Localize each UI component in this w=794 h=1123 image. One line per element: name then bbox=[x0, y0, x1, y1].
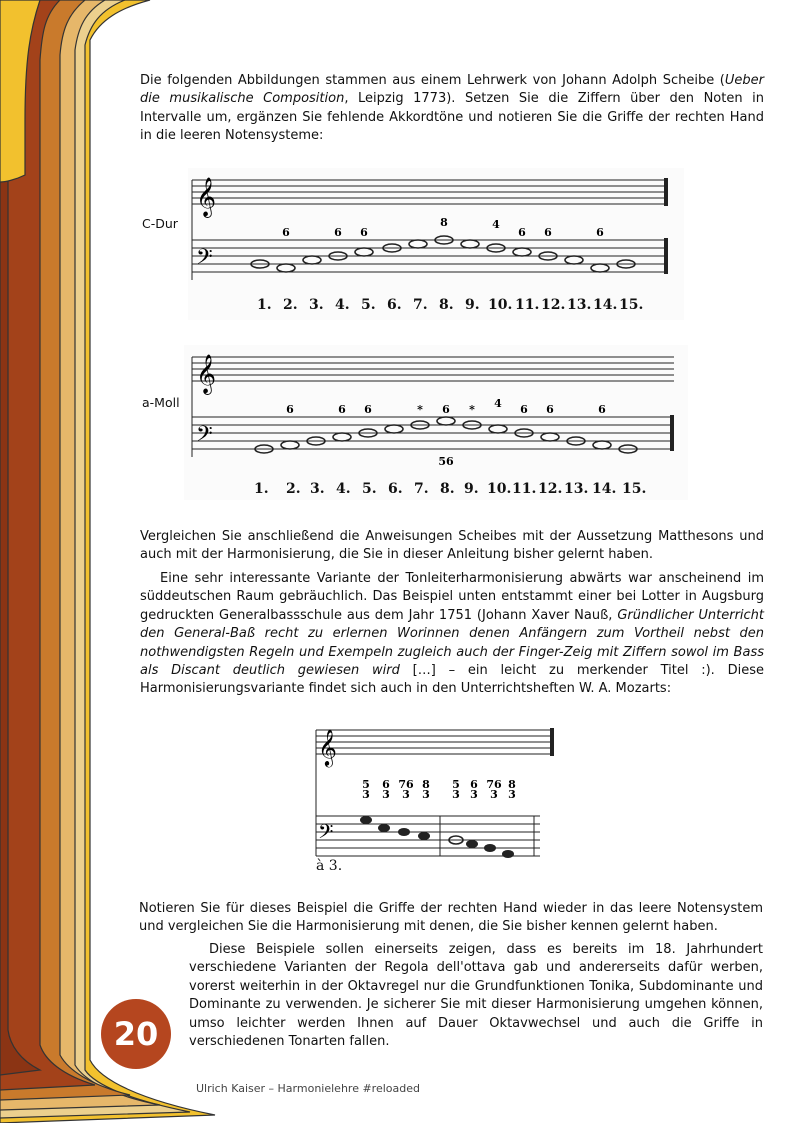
amoll-number: 14. bbox=[592, 481, 617, 497]
amoll-number: 8. bbox=[440, 481, 455, 497]
svg-text:6: 6 bbox=[334, 226, 342, 239]
svg-text:3: 3 bbox=[422, 788, 430, 801]
cdur-number: 10. bbox=[488, 297, 513, 313]
svg-text:6: 6 bbox=[546, 403, 554, 416]
svg-text:5: 5 bbox=[362, 778, 370, 791]
svg-text:76: 76 bbox=[398, 778, 414, 791]
cdur-number: 9. bbox=[465, 297, 480, 313]
cdur-number: 8. bbox=[439, 297, 454, 313]
svg-text:56: 56 bbox=[438, 455, 454, 468]
cdur-number: 7. bbox=[413, 297, 428, 313]
cdur-label: C-Dur bbox=[142, 216, 178, 231]
svg-text:6: 6 bbox=[360, 226, 368, 239]
svg-text:8: 8 bbox=[440, 216, 448, 229]
svg-text:3: 3 bbox=[452, 788, 460, 801]
svg-text:6: 6 bbox=[338, 403, 346, 416]
svg-text:4: 4 bbox=[494, 397, 502, 410]
svg-text:6: 6 bbox=[470, 778, 478, 791]
svg-text:3: 3 bbox=[382, 788, 390, 801]
amoll-number: 9. bbox=[464, 481, 479, 497]
notate-paragraph: Notieren Sie für dieses Beispiel die Griffe der rechten Hand wieder in das leere Notensystem und vergleichen Sie die Harmonisierung mit denen, die Sie bisher kennen gelernt haben. bbox=[139, 901, 763, 935]
amoll-number: 4. bbox=[336, 481, 351, 497]
amoll-number: 5. bbox=[362, 481, 377, 497]
svg-text:𝄞: 𝄞 bbox=[318, 728, 337, 766]
svg-text:3: 3 bbox=[470, 788, 478, 801]
amoll-number: 13. bbox=[564, 481, 589, 497]
cdur-number: 11. bbox=[515, 297, 540, 313]
svg-text:*: * bbox=[417, 403, 423, 416]
cdur-number: 15. bbox=[619, 297, 644, 313]
svg-text:3: 3 bbox=[490, 788, 498, 801]
svg-text:6: 6 bbox=[598, 403, 606, 416]
page-number-badge: 20 bbox=[101, 999, 171, 1069]
svg-text:𝄞: 𝄞 bbox=[196, 354, 217, 394]
svg-text:6: 6 bbox=[596, 226, 604, 239]
svg-text:6: 6 bbox=[442, 403, 450, 416]
cdur-number: 12. bbox=[541, 297, 566, 313]
amoll-score-image bbox=[184, 345, 688, 500]
intro-paragraph: Die folgenden Abbildungen stammen aus einem Lehrwerk von Johann Adolph Scheibe (Ueber die musikalische Composition, Leipzig 1773). Setzen Sie die Ziffern über den Noten in Intervalle um, ergänzen Sie fehlende Akkordtöne und notieren Sie die Griffe der rechten Hand in die leeren Notensysteme: bbox=[140, 73, 764, 144]
svg-text:𝄢: 𝄢 bbox=[196, 422, 213, 452]
cdur-number: 2. bbox=[283, 297, 298, 313]
nauss-caption: à 3. bbox=[316, 858, 343, 874]
amoll-number: 7. bbox=[414, 481, 429, 497]
svg-text:𝄢: 𝄢 bbox=[196, 245, 213, 275]
svg-text:5: 5 bbox=[452, 778, 460, 791]
svg-text:𝄢: 𝄢 bbox=[318, 820, 334, 848]
amoll-number: 15. bbox=[622, 481, 647, 497]
amoll-number: 12. bbox=[538, 481, 563, 497]
compare-paragraph: Vergleichen Sie anschließend die Anweisungen Scheibes mit der Aussetzung Matthesons und auch mit der Harmonisierung, die Sie in dieser Anleitung bisher gelernt haben. bbox=[140, 529, 764, 563]
amoll-number: 3. bbox=[310, 481, 325, 497]
nauss-score-image bbox=[310, 716, 556, 878]
svg-text:3: 3 bbox=[508, 788, 516, 801]
cdur-number: 5. bbox=[361, 297, 376, 313]
svg-text:6: 6 bbox=[286, 403, 294, 416]
svg-text:6: 6 bbox=[544, 226, 552, 239]
amoll-number: 11. bbox=[512, 481, 537, 497]
svg-text:6: 6 bbox=[382, 778, 390, 791]
svg-text:6: 6 bbox=[364, 403, 372, 416]
conclusion-paragraph: Diese Beispiele sollen einerseits zeigen, dass es bereits im 18. Jahrhundert verschiedene Varianten der Regola dell'ottava gab und andererseits dafür werben, vorerst weiterhin in der Oktavregel nur die Grundfunktionen Tonika, Subdominante und Dominante zu verwenden. Je sicherer Sie mit dieser Harmonisierung umgehen können, umso leichter werden Ihnen auf Dauer Oktavwechsel und auch die Griffe in verschiedenen Tonarten fallen. bbox=[139, 941, 763, 1051]
svg-text:4: 4 bbox=[492, 218, 500, 231]
footer-text: Ulrich Kaiser – Harmonielehre #reloaded bbox=[196, 1082, 420, 1095]
cdur-number: 1. bbox=[257, 297, 272, 313]
svg-text:𝄞: 𝄞 bbox=[196, 177, 217, 217]
amoll-number: 2. bbox=[286, 481, 301, 497]
svg-text:3: 3 bbox=[362, 788, 370, 801]
svg-text:76: 76 bbox=[486, 778, 502, 791]
cdur-number: 6. bbox=[387, 297, 402, 313]
amoll-label: a-Moll bbox=[142, 395, 180, 410]
svg-text:3: 3 bbox=[402, 788, 410, 801]
variant-paragraph: Eine sehr interessante Variante der Tonleiterharmonisierung abwärts war anscheinend im süddeutschen Raum gebräuchlich. Das Beispiel unten entstammt einer bei Lotter in Augsburg gedruckten Generalbassschule aus dem Jahr 1751 (Johann Xaver Nauß, Gründlicher Unterricht den General-Baß recht zu erlernen Worinnen denen Anfängern zum Vortheil nebst den nothwendigsten Regeln und Exempeln zugleich auch der Finger-Zeig mit Ziffern sowol im Bass als Discant deutlich gewiesen wird […] – ein leicht zu merkender Titel :). Diese Harmonisierungsvariante findet sich auch in den Unterrichtsheften W. A. Mozarts: bbox=[140, 571, 765, 697]
cdur-number: 4. bbox=[335, 297, 350, 313]
amoll-number: 10. bbox=[487, 481, 512, 497]
svg-text:8: 8 bbox=[422, 778, 430, 791]
cdur-number: 14. bbox=[593, 297, 618, 313]
svg-text:6: 6 bbox=[518, 226, 526, 239]
svg-text:6: 6 bbox=[520, 403, 528, 416]
svg-text:*: * bbox=[469, 403, 475, 416]
amoll-number: 1. bbox=[254, 481, 269, 497]
svg-text:8: 8 bbox=[508, 778, 516, 791]
svg-text:6: 6 bbox=[282, 226, 290, 239]
cdur-number: 3. bbox=[309, 297, 324, 313]
cdur-number: 13. bbox=[567, 297, 592, 313]
amoll-number: 6. bbox=[388, 481, 403, 497]
